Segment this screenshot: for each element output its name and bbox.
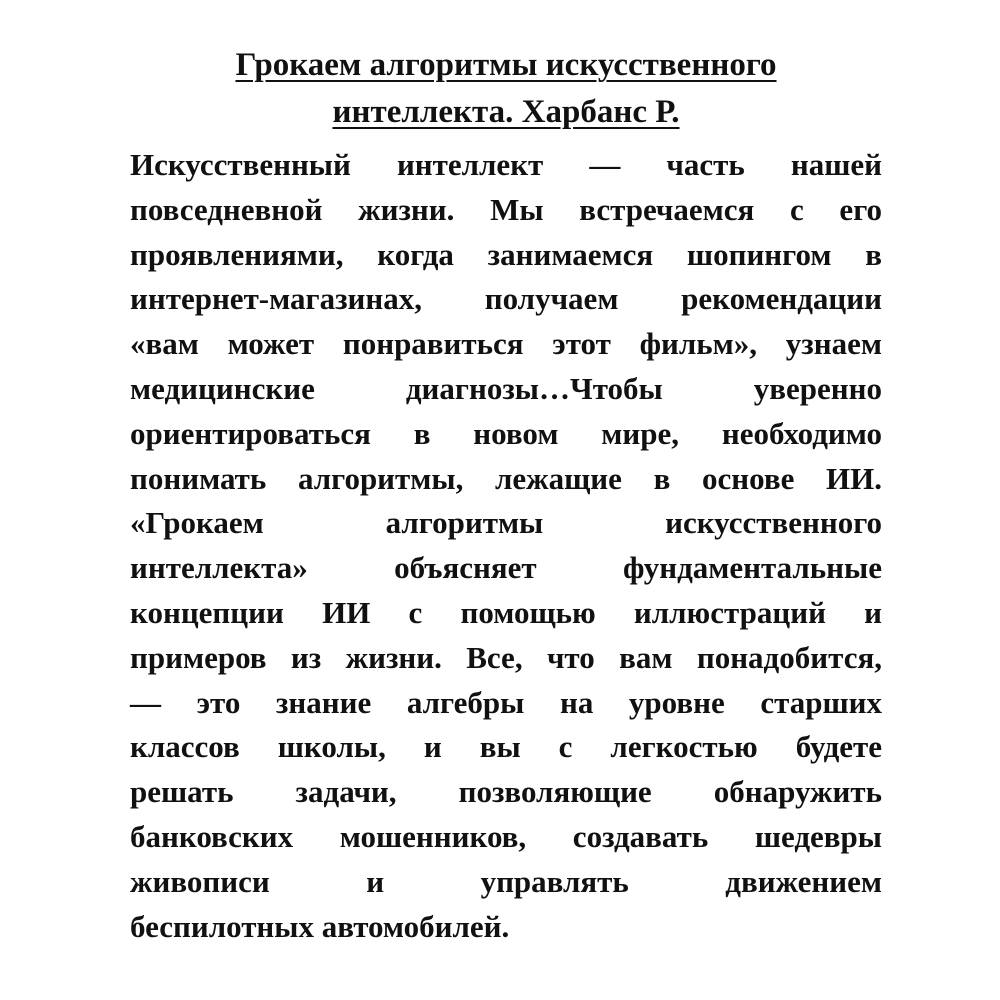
book-title-line: Грокаем алгоритмы искусственного (235, 47, 777, 83)
description-line: примеров из жизни. Все, что вам понадобится, (130, 639, 882, 675)
book-title (130, 42, 882, 136)
description-line: ориентироваться в новом мире, необходимо (130, 415, 882, 451)
description-line: — это знание алгебры на уровне старших (130, 684, 882, 720)
description-line: «вам может понравиться этот фильм», узнаем (130, 326, 882, 362)
book-title-line: интеллекта. Харбанс Р. (332, 94, 680, 130)
description-line: интеллекта» объясняет фундаментальные (130, 550, 882, 586)
description-line: классов школы, и вы с легкостью будете (130, 729, 882, 765)
description-line: медицинские диагнозы…Чтобы уверенно (130, 370, 882, 406)
book-description (130, 143, 882, 949)
description-line: Искусственный интеллект — часть нашей (130, 147, 882, 182)
description-line: «Грокаем алгоритмы искусственного (130, 505, 882, 541)
description-line: решать задачи, позволяющие обнаружить (130, 774, 882, 810)
description-line: понимать алгоритмы, лежащие в основе ИИ. (130, 460, 882, 496)
description-line: повседневной жизни. Мы встречаемся с его (130, 191, 882, 227)
description-line: банковских мошенников, создавать шедевры (130, 818, 882, 854)
description-line: проявлениями, когда занимаемся шопингом в (130, 236, 882, 272)
description-line: интернет-магазинах, получаем рекомендации (130, 281, 882, 317)
description-line: живописи и управлять движением (130, 863, 882, 899)
description-line: беспилотных автомобилей. (130, 908, 510, 944)
description-line: концепции ИИ с помощью иллюстраций и (130, 594, 882, 630)
